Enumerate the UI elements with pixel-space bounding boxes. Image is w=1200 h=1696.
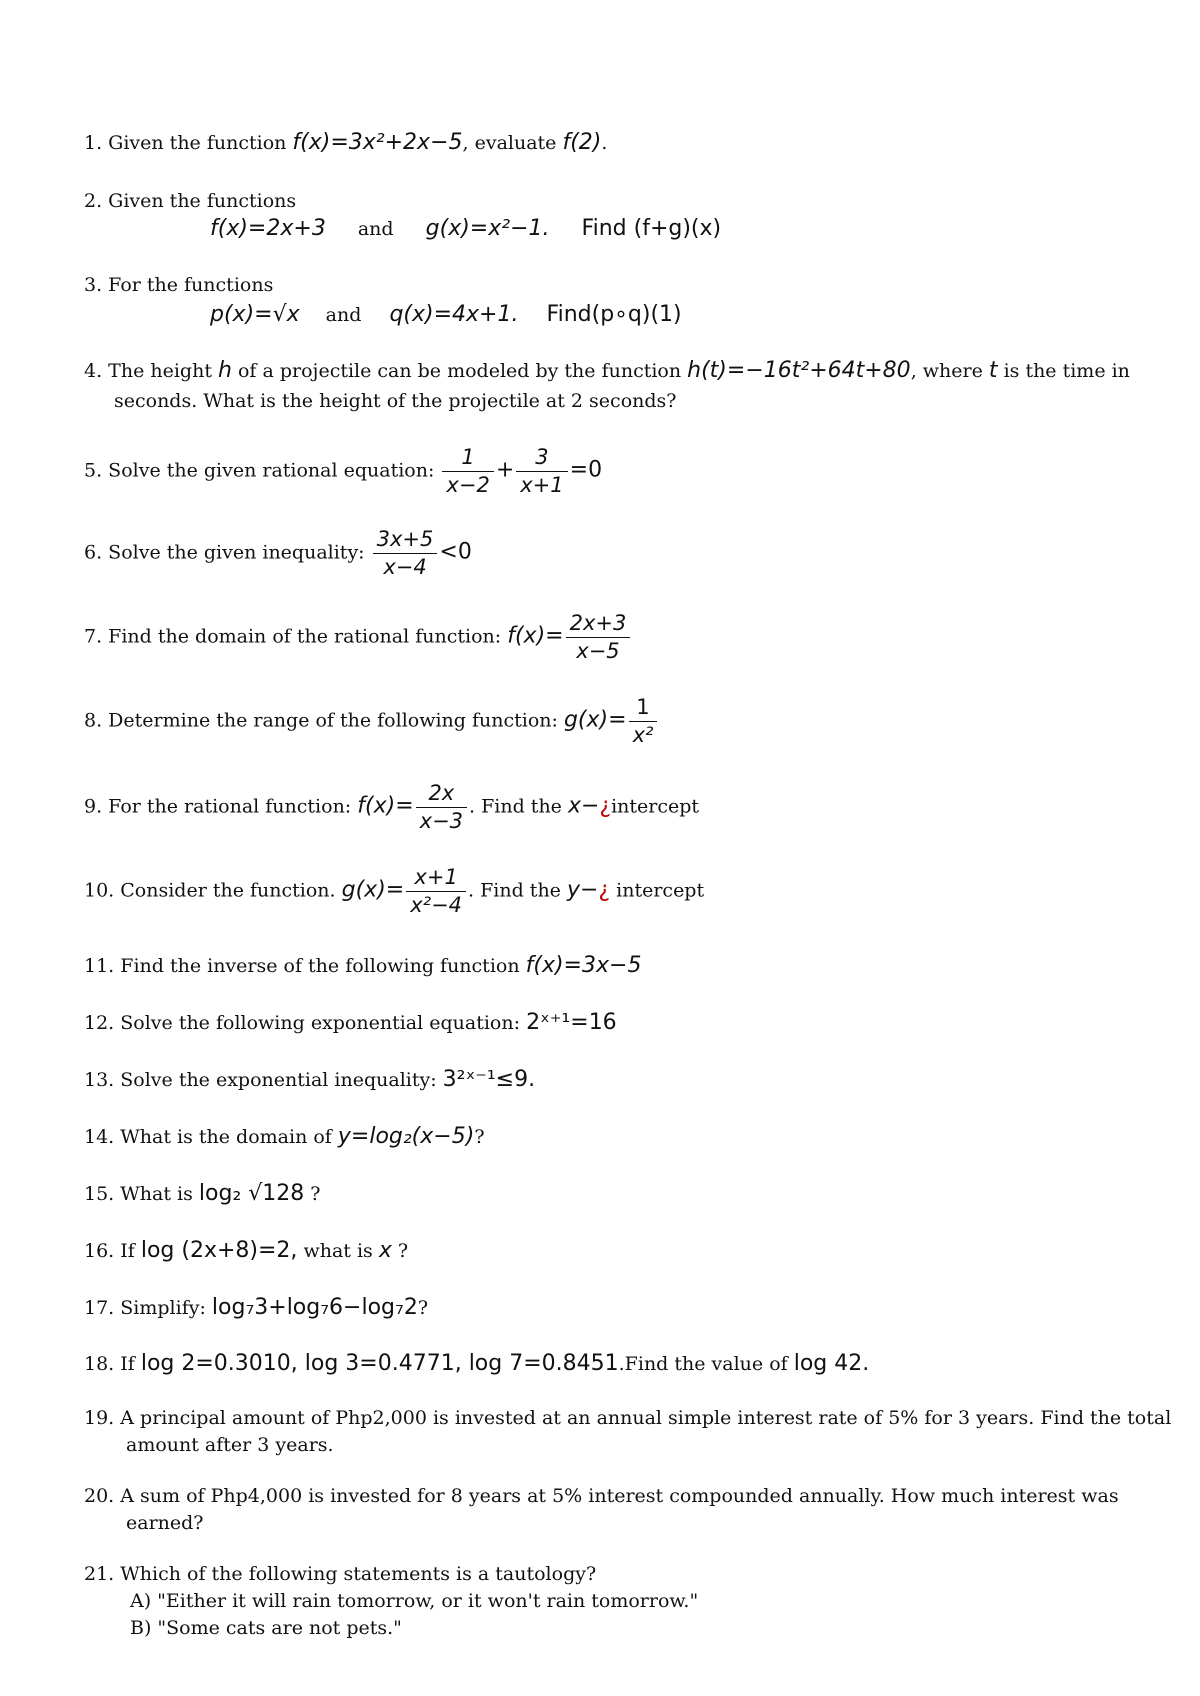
question-8 bbox=[84, 694, 659, 749]
question-text: Determine the range of the following function: bbox=[108, 709, 558, 732]
math-expression: f(x)=3x²+2x−5 bbox=[292, 130, 463, 155]
question-7 bbox=[84, 610, 632, 665]
math-expression: g(x)= bbox=[341, 877, 405, 903]
question-text: A sum of Php4,000 is invested for 8 years at 5% interest compounded annually. How much interest was bbox=[120, 1485, 1119, 1507]
question-3-functions bbox=[210, 302, 682, 328]
question-text: What is bbox=[120, 1183, 199, 1205]
math-expression: g(x)=x²−1. bbox=[425, 216, 550, 241]
question-3 bbox=[84, 272, 273, 298]
question-text: what is bbox=[297, 1240, 379, 1262]
question-number: 10. bbox=[84, 879, 121, 902]
question-12 bbox=[84, 1010, 617, 1036]
math-variable: t bbox=[988, 358, 998, 383]
math-expression: p(x)=√x bbox=[210, 302, 300, 327]
question-number: 8. bbox=[84, 709, 109, 732]
question-text: intercept bbox=[611, 795, 700, 818]
question-17 bbox=[84, 1295, 428, 1321]
question-number: 17. bbox=[84, 1297, 121, 1319]
question-text: Which of the following statements is a tautology? bbox=[120, 1563, 597, 1585]
question-number: 12. bbox=[84, 1012, 121, 1034]
question-text: The height bbox=[108, 360, 218, 382]
connector-text: and bbox=[325, 304, 362, 326]
question-text: Given the functions bbox=[108, 190, 297, 212]
question-13 bbox=[84, 1067, 535, 1093]
fraction: $\frac{2x+3}{x-5}$ bbox=[566, 610, 631, 665]
question-number: 5. bbox=[84, 459, 109, 482]
question-10 bbox=[84, 864, 704, 919]
math-expression: f(x)=3x−5 bbox=[525, 953, 642, 978]
math-expression: h(t)=−16t²+64t+80 bbox=[687, 358, 911, 383]
question-text: A principal amount of Php2,000 is invested at an annual simple interest rate of 5% for 3 years. Find the total bbox=[120, 1407, 1172, 1429]
math-expression: Find(p∘q)(1) bbox=[546, 302, 682, 327]
question-number: 15. bbox=[84, 1183, 121, 1205]
question-6 bbox=[84, 526, 472, 581]
question-number: 21. bbox=[84, 1563, 121, 1585]
math-expression: f(2) bbox=[562, 130, 602, 155]
question-text: Consider the function. bbox=[120, 879, 336, 902]
fraction: $\frac{1}{\text{x²}}$ bbox=[629, 694, 658, 749]
error-glyph: ¿ bbox=[598, 877, 611, 903]
question-number: 6. bbox=[84, 541, 109, 564]
fraction: $\frac{3}{x+1}$ bbox=[516, 444, 567, 499]
question-text: . bbox=[601, 132, 608, 154]
question-text: Find the inverse of the following function bbox=[120, 955, 526, 977]
math-expression: f(x)= bbox=[507, 623, 564, 649]
question-number: 19. bbox=[84, 1407, 121, 1429]
question-19-continuation: amount after 3 years. bbox=[126, 1434, 334, 1456]
math-variable: x bbox=[378, 1238, 392, 1263]
math-expression: 2ˣ⁺¹=16 bbox=[526, 1010, 617, 1035]
question-number: 20. bbox=[84, 1485, 121, 1507]
question-text: , evaluate bbox=[462, 132, 563, 154]
question-number: 9. bbox=[84, 795, 109, 818]
question-number: 2. bbox=[84, 190, 109, 212]
question-number: 13. bbox=[84, 1069, 121, 1091]
question-text: is the time in bbox=[997, 360, 1130, 382]
question-text: If bbox=[120, 1240, 141, 1262]
math-expression: log (2x+8)=2, bbox=[140, 1238, 298, 1263]
operator: + bbox=[495, 457, 515, 483]
question-number: 3. bbox=[84, 274, 109, 296]
question-number: 16. bbox=[84, 1240, 121, 1262]
question-4 bbox=[84, 358, 1130, 384]
answer-option-b: B) "Some cats are not pets." bbox=[130, 1617, 402, 1639]
question-text: Solve the given inequality: bbox=[108, 541, 365, 564]
question-text: ? bbox=[417, 1297, 429, 1319]
question-9 bbox=[84, 780, 699, 835]
math-expression: Find (f+g)(x) bbox=[581, 216, 722, 241]
question-number: 11. bbox=[84, 955, 121, 977]
question-14 bbox=[84, 1124, 485, 1150]
question-text: Solve the exponential inequality: bbox=[120, 1069, 443, 1091]
fraction: $\frac{2x}{x-3}$ bbox=[416, 780, 467, 835]
question-text: .Find the value of bbox=[618, 1353, 794, 1375]
math-expression: y− bbox=[566, 877, 599, 903]
question-text: , where bbox=[910, 360, 989, 382]
math-expression: g(x)= bbox=[563, 707, 627, 733]
math-expression: log₂ √128 bbox=[198, 1181, 305, 1206]
question-text: Solve the given rational equation: bbox=[108, 459, 435, 482]
question-4-continuation: seconds. What is the height of the projectile at 2 seconds? bbox=[114, 390, 677, 412]
fraction: $\frac{1}{x-2}$ bbox=[442, 444, 493, 499]
math-expression: <0 bbox=[439, 539, 472, 565]
question-15 bbox=[84, 1181, 321, 1207]
question-text: Simplify: bbox=[120, 1297, 212, 1319]
error-glyph: ¿ bbox=[599, 793, 612, 819]
question-18 bbox=[84, 1351, 869, 1377]
question-text: For the functions bbox=[108, 274, 274, 296]
question-text: ? bbox=[391, 1240, 409, 1262]
question-number: 14. bbox=[84, 1126, 121, 1148]
question-text: For the rational function: bbox=[108, 795, 352, 818]
question-number: 4. bbox=[84, 360, 109, 382]
connector-text: and bbox=[357, 218, 394, 240]
question-5 bbox=[84, 444, 602, 499]
question-text: If bbox=[120, 1353, 141, 1375]
question-text: . Find the bbox=[468, 879, 567, 902]
math-expression: log 2=0.3010, log 3=0.4771, log 7=0.8451 bbox=[140, 1351, 619, 1376]
question-text: . Find the bbox=[469, 795, 568, 818]
question-text: intercept bbox=[610, 879, 705, 902]
question-21 bbox=[84, 1561, 596, 1587]
question-text: ? bbox=[304, 1183, 321, 1205]
question-text: of a projectile can be modeled by the function bbox=[231, 360, 688, 382]
question-number: 18. bbox=[84, 1353, 121, 1375]
question-text: ? bbox=[474, 1126, 485, 1148]
math-expression: x− bbox=[567, 793, 600, 819]
math-expression: log 42. bbox=[793, 1351, 870, 1376]
math-expression: f(x)= bbox=[357, 793, 414, 819]
fraction: $\frac{3x+5}{x-4}$ bbox=[373, 526, 438, 581]
answer-option-a: A) "Either it will rain tomorrow, or it won't rain tomorrow." bbox=[130, 1590, 699, 1612]
math-expression: log₇3+log₇6−log₇2 bbox=[211, 1295, 418, 1320]
question-16 bbox=[84, 1238, 408, 1264]
fraction: $\frac{x+1}{\text{x²−4}}$ bbox=[406, 864, 466, 919]
math-expression: q(x)=4x+1. bbox=[389, 302, 519, 327]
question-11 bbox=[84, 953, 641, 979]
math-expression: y=log₂(x−5) bbox=[337, 1124, 475, 1149]
question-19 bbox=[84, 1405, 1171, 1431]
math-expression: f(x)=2x+3 bbox=[210, 216, 326, 241]
math-expression: =0 bbox=[569, 457, 603, 483]
math-variable: h bbox=[218, 358, 232, 383]
question-number: 7. bbox=[84, 625, 109, 648]
question-text: Solve the following exponential equation: bbox=[120, 1012, 527, 1034]
question-text: Find the domain of the rational function: bbox=[108, 625, 502, 648]
question-text: Given the function bbox=[108, 132, 293, 154]
question-text: What is the domain of bbox=[120, 1126, 338, 1148]
question-number: 1. bbox=[84, 132, 109, 154]
question-20-continuation: earned? bbox=[126, 1512, 204, 1534]
math-expression: 3²ˣ⁻¹≤9. bbox=[442, 1067, 536, 1092]
question-2-functions bbox=[210, 216, 721, 242]
question-20 bbox=[84, 1483, 1119, 1509]
question-1 bbox=[84, 130, 607, 156]
question-2 bbox=[84, 188, 296, 214]
